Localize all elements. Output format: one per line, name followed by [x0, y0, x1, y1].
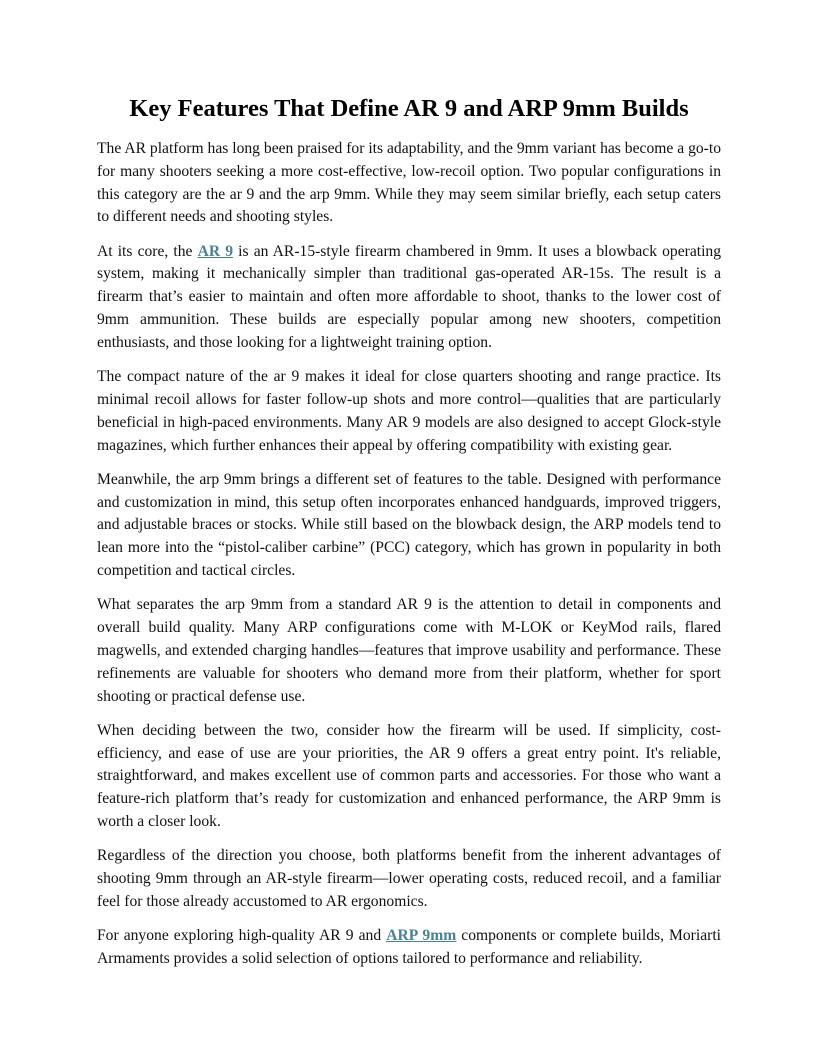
paragraph-regardless: Regardless of the direction you choose, both platforms benefit from the inherent advantages of shooting 9mm through an AR-style firearm—lower operating costs, reduced recoil, and a familiar feel for those already accustomed to AR ergonomics. [97, 847, 721, 910]
paragraph-differences: What separates the arp 9mm from a standard AR 9 is the attention to detail in components and overall build quality. Many ARP configurations come with M-LOK or KeyMod rails, flared magwells, and extended charging handles—features that improve usability and performance. These refinements are valuable for shooters who demand more from their platform, whether for sport shooting or practical defense use. [97, 596, 721, 705]
paragraph-compact: The compact nature of the ar 9 makes it ideal for close quarters shooting and range practice. Its minimal recoil allows for faster follow-up shots and more control—qualities that are particularly beneficial in high-paced environments. Many AR 9 models are also designed to accept Glock-style magazines, which further enhances their appeal by offering compatibility with existing gear. [97, 368, 721, 454]
paragraph-intro: The AR platform has long been praised for its adaptability, and the 9mm variant has become a go-to for many shooters seeking a more cost-effective, low-recoil option. Two popular configurations in this category are the ar 9 and the arp 9mm. While they may seem similar briefly, each setup caters to different needs and shooting styles. [97, 140, 721, 226]
text: At its core, the [97, 242, 198, 260]
paragraph-arp: Meanwhile, the arp 9mm brings a different set of features to the table. Designed with performance and customization in mind, this setup often incorporates enhanced handguards, improved triggers, and adjustable braces or stocks. While still based on the blowback design, the ARP models tend to lean more into the “pistol-caliber carbine” (PCC) category, which has grown in popularity in both competition and tactical circles. [97, 470, 721, 580]
ar9-link[interactable]: AR 9 [197, 242, 234, 260]
paragraph-deciding: When deciding between the two, consider how the firearm will be used. If simplicity, cost-efficiency, and ease of use are your priorities, the AR 9 offers a great entry point. It's reliable, straightforward, and makes excellent use of common parts and accessories. For those who want a feature-rich platform that’s ready for customization and enhanced performance, the ARP 9mm is worth a closer look. [97, 721, 721, 831]
text: For anyone exploring high-quality AR 9 and [97, 927, 387, 945]
document-title: Key Features That Define AR 9 and ARP 9mm Builds [129, 95, 689, 122]
paragraph-ar9-core [97, 241, 721, 355]
text: is an AR-15-style firearm chambered in 9mm. It uses a blowback operating system, making it mechanically simpler than traditional gas-operated AR-15s. The result is a firearm that’s easier to maintain and often more affordable to shoot, thanks to the lower cost of 9mm ammunition. These builds are especially popular among new shooters, competition enthusiasts, and those looking for a lightweight training option. [97, 242, 722, 351]
paragraph-conclusion [97, 925, 721, 971]
arp9mm-link[interactable]: ARP 9mm [386, 927, 457, 945]
document-page [97, 94, 721, 982]
text: components or complete builds, Moriarti Armaments provides a solid selection of options tailored to performance and reliability. [97, 927, 721, 967]
